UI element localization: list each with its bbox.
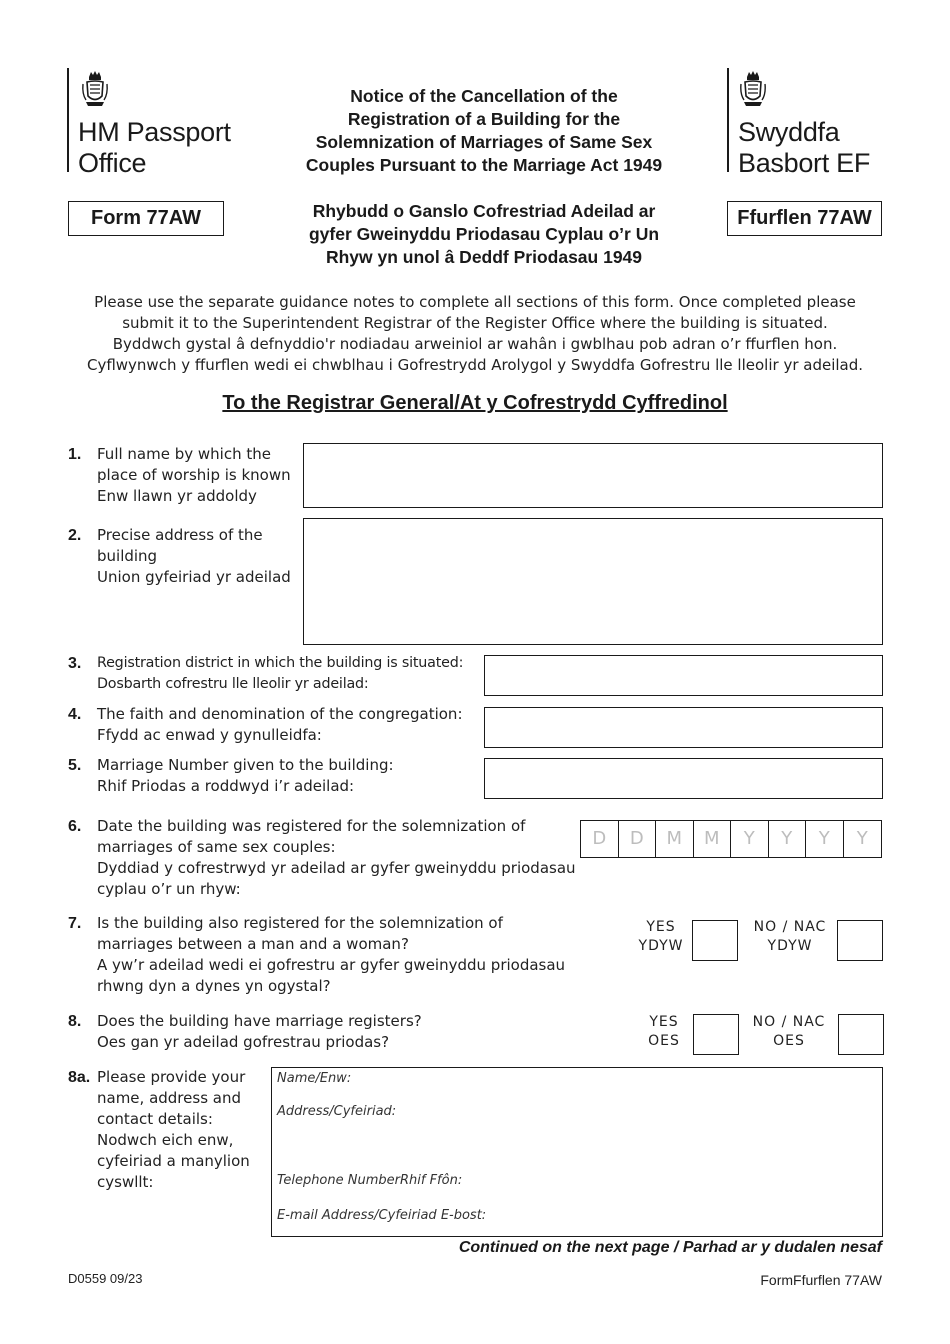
label-line: Full name by which the: [97, 445, 271, 463]
registration-district-field[interactable]: [484, 655, 883, 696]
option-line: OES: [773, 1033, 805, 1049]
yes-option-label: [628, 918, 694, 956]
question-number: 8a.: [68, 1069, 91, 1086]
building-address-field[interactable]: [303, 518, 883, 645]
label-line: A yw’r adeilad wedi ei gofrestru ar gyfer gweinyddu priodasau: [97, 956, 566, 974]
form-label-en: Form 77AW: [68, 201, 224, 236]
q8-yes-checkbox[interactable]: [693, 1014, 739, 1055]
q7-no-checkbox[interactable]: [837, 920, 883, 961]
royal-crest-icon: [738, 68, 768, 108]
title-line: Solemnization of Marriages of Same Sex: [315, 132, 653, 152]
title-line: Notice of the Cancellation of the: [350, 86, 618, 106]
no-option-label: [746, 918, 834, 956]
right-logo-rule: [727, 68, 729, 172]
label-line: Date the building was registered for the solemnization of: [97, 817, 526, 835]
left-logo-rule: [67, 68, 69, 172]
question-6-label: [97, 816, 576, 900]
label-line: Please provide your: [97, 1068, 246, 1086]
logo-line: Basbort EF: [738, 148, 871, 178]
label-line: Enw llawn yr addoldy: [97, 487, 257, 505]
option-line: YDYW: [767, 938, 813, 954]
label-line: Precise address of the: [97, 526, 263, 544]
date-month-digit[interactable]: M: [694, 821, 732, 857]
label-line: Nodwch eich enw,: [97, 1131, 234, 1149]
label-line: cyfeiriad a manylion: [97, 1152, 250, 1170]
contact-details-field[interactable]: [271, 1067, 883, 1237]
question-2-label: [97, 525, 291, 588]
yes-option-label: [632, 1013, 696, 1051]
label-line: rhwng dyn a dynes yn ogystal?: [97, 977, 331, 995]
date-year-digit[interactable]: Y: [856, 828, 868, 849]
question-number: 5.: [68, 757, 82, 774]
date-year-digit[interactable]: Y: [769, 821, 807, 857]
label-line: Registration district in which the building is situated:: [97, 655, 464, 671]
intro-line: Cyflwynwch y ffurflen wedi ei chwblhau i Gofrestrydd Arolygol y Swyddfa Gofrestru lle lleolir yr adeilad.: [86, 356, 864, 374]
label-line: Marriage Number given to the building:: [97, 756, 394, 774]
label-line: Does the building have marriage registers?: [97, 1012, 422, 1030]
registrar-general-heading: To the Registrar General/At y Cofrestrydd Cyffredinol: [222, 392, 728, 414]
title-line: Rhyw yn unol â Deddf Priodasau 1949: [325, 247, 643, 267]
contact-name-label: Name/Enw:: [277, 1071, 352, 1086]
logo-line: Office: [78, 148, 147, 178]
question-8-label: [97, 1011, 422, 1053]
title-welsh: [270, 200, 698, 269]
title-line: Rhybudd o Ganslo Cofrestriad Adeilad ar: [312, 201, 656, 221]
date-day-digit[interactable]: D: [581, 821, 619, 857]
contact-address-label: Address/Cyfeiriad:: [277, 1104, 397, 1119]
title-line: Couples Pursuant to the Marriage Act 1949: [305, 155, 663, 175]
label-line: place of worship is known: [97, 466, 291, 484]
label-line: cyswllt:: [97, 1173, 154, 1191]
form-label-cy: Ffurflen 77AW: [727, 201, 882, 236]
contact-email-label: E-mail Address/Cyfeiriad E-bost:: [277, 1208, 487, 1223]
label-line: cyplau o’r un rhyw:: [97, 880, 241, 898]
question-number: 6.: [68, 818, 82, 835]
label-line: Rhif Priodas a roddwyd i’r adeilad:: [97, 777, 355, 795]
label-line: contact details:: [97, 1110, 213, 1128]
label-line: marriages between a man and a woman?: [97, 935, 409, 953]
option-line: YES: [649, 1014, 679, 1030]
marriage-number-field[interactable]: [484, 758, 883, 799]
title-line: gyfer Gweinyddu Priodasau Cyplau o’r Un: [308, 224, 660, 244]
label-line: The faith and denomination of the congregation:: [97, 705, 463, 723]
label-line: Is the building also registered for the solemnization of: [97, 914, 503, 932]
date-year-digit[interactable]: Y: [731, 821, 769, 857]
faith-denomination-field[interactable]: [484, 707, 883, 748]
intro-line: Byddwch gystal â defnyddio'r nodiadau arweiniol ar wahân i gwblhau pob adran o’r ffurflen hon.: [112, 335, 838, 353]
date-year-digit[interactable]: Y: [806, 821, 844, 857]
contact-telephone-label: Telephone NumberRhif Ffôn:: [277, 1173, 463, 1188]
label-line: name, address and: [97, 1089, 241, 1107]
logo-line: Swyddfa: [738, 117, 840, 147]
royal-crest-icon: [80, 68, 110, 108]
intro-instructions: [40, 292, 910, 376]
question-8a-label: [97, 1067, 250, 1193]
date-month-digit[interactable]: M: [656, 821, 694, 857]
question-3-label: [97, 653, 463, 695]
question-1-label: [97, 444, 291, 507]
option-line: NO / NAC: [752, 1014, 826, 1030]
question-number: 4.: [68, 706, 82, 723]
logo-line: HM Passport: [78, 117, 231, 147]
question-5-label: [97, 755, 394, 797]
date-day-digit[interactable]: D: [619, 821, 657, 857]
intro-line: submit it to the Superintendent Registrar of the Register Office where the building is situated.: [122, 314, 828, 332]
registration-date-field[interactable]: [580, 820, 882, 858]
question-number: 2.: [68, 527, 82, 544]
label-line: marriages of same sex couples:: [97, 838, 336, 856]
question-number: 3.: [68, 655, 82, 672]
question-number: 7.: [68, 915, 82, 932]
intro-line: Please use the separate guidance notes to complete all sections of this form. Once completed please: [94, 293, 856, 311]
continued-note: Continued on the next page / Parhad ar y dudalen nesaf: [458, 1239, 882, 1256]
option-line: YES: [646, 919, 676, 935]
question-number: 1.: [68, 446, 82, 463]
swyddfa-basbort-logo-text: [738, 117, 870, 179]
q8-no-checkbox[interactable]: [838, 1014, 884, 1055]
label-line: Ffydd ac enwad y gynulleidfa:: [97, 726, 322, 744]
label-line: Dosbarth cofrestru lle lleolir yr adeilad:: [97, 676, 369, 692]
question-7-label: [97, 913, 565, 997]
form-code: D0559 09/23: [68, 1271, 143, 1286]
question-number: 8.: [68, 1013, 82, 1030]
label-line: Oes gan yr adeilad gofrestrau priodas?: [97, 1033, 390, 1051]
q7-yes-checkbox[interactable]: [692, 920, 738, 961]
label-line: Union gyfeiriad yr adeilad: [97, 568, 291, 586]
form-reference: FormFfurflen 77AW: [760, 1272, 882, 1288]
place-of-worship-name-field[interactable]: [303, 443, 883, 508]
question-4-label: [97, 704, 463, 746]
title-line: Registration of a Building for the: [347, 109, 621, 129]
label-line: Dyddiad y cofrestrwyd yr adeilad ar gyfer gweinyddu priodasau: [97, 859, 576, 877]
hm-passport-office-logo-text: [78, 117, 231, 179]
no-option-label: [745, 1013, 833, 1051]
title-english: [270, 85, 698, 177]
option-line: OES: [648, 1033, 680, 1049]
option-line: NO / NAC: [753, 919, 827, 935]
label-line: building: [97, 547, 158, 565]
option-line: YDYW: [638, 938, 684, 954]
